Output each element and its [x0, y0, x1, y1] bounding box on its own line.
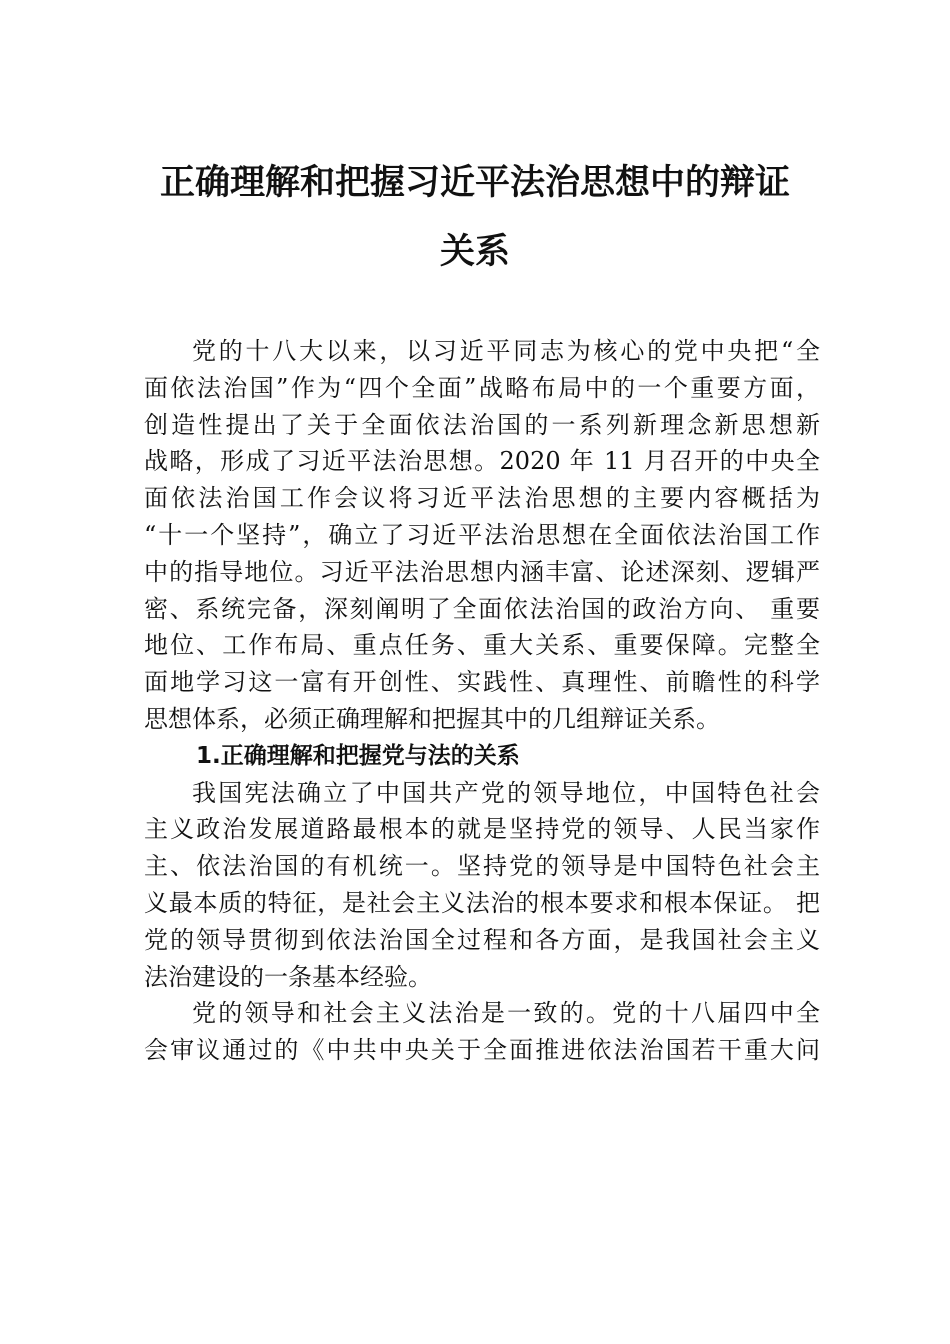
paragraph-line: 会审议通过的《中共中央关于全面推进依法治国若干重大问 [144, 1036, 820, 1065]
paragraph-line: 党的领导和社会主义法治是一致的。党的十八届四中全 [192, 999, 820, 1028]
document-title-line-1: 正确理解和把握习近平法治思想中的辩证 [159, 162, 790, 203]
paragraph-line: 地位、工作布局、重点任务、重大关系、重要保障。完整全 [144, 631, 820, 660]
paragraph-line: 密、系统完备，深刻阐明了全面依法治国的政治方向、 重要 [144, 594, 820, 623]
paragraph-line: 中的指导地位。习近平法治思想内涵丰富、论述深刻、逻辑严 [144, 557, 820, 586]
paragraph-line: 党的十八大以来，以习近平同志为核心的党中央把“全 [192, 337, 820, 365]
paragraph-1 [144, 333, 820, 738]
paragraph-line: 创造性提出了关于全面依法治国的一系列新理念新思想新 [144, 410, 820, 439]
document-body [144, 333, 820, 1069]
paragraph-line: 义最本质的特征，是社会主义法治的根本要求和根本保证。 把 [144, 888, 820, 917]
section-heading-1: 1.正确理解和把握党与法的关系 [196, 742, 520, 769]
paragraph-line: 面依法治国工作会议将习近平法治思想的主要内容概括为 [144, 484, 820, 513]
paragraph-line: 面地学习这一富有开创性、实践性、真理性、前瞻性的科学 [144, 668, 820, 697]
paragraph-line: 战略，形成了习近平法治思想。2020 年 11 月召开的中央全 [144, 447, 820, 476]
paragraph-3 [144, 995, 820, 1069]
paragraph-2 [144, 775, 820, 996]
paragraph-line: 法治建设的一条基本经验。 [144, 962, 432, 991]
paragraph-line: 思想体系，必须正确理解和把握其中的几组辩证关系。 [144, 704, 720, 733]
paragraph-line: 主、依法治国的有机统一。坚持党的领导是中国特色社会主 [144, 852, 820, 881]
paragraph-line: 主义政治发展道路最根本的就是坚持党的领导、人民当家作 [144, 815, 820, 844]
document-title-line-2: 关系 [439, 231, 510, 272]
paragraph-line: 党的领导贯彻到依法治国全过程和各方面，是我国社会主义 [144, 925, 820, 954]
paragraph-line: 我国宪法确立了中国共产党的领导地位，中国特色社会 [192, 778, 820, 807]
paragraph-line: 面依法治国”作为“四个全面”战略布局中的一个重要方面， [144, 373, 820, 402]
paragraph-line: “十一个坚持”，确立了习近平法治思想在全面依法治国工作 [144, 520, 820, 549]
